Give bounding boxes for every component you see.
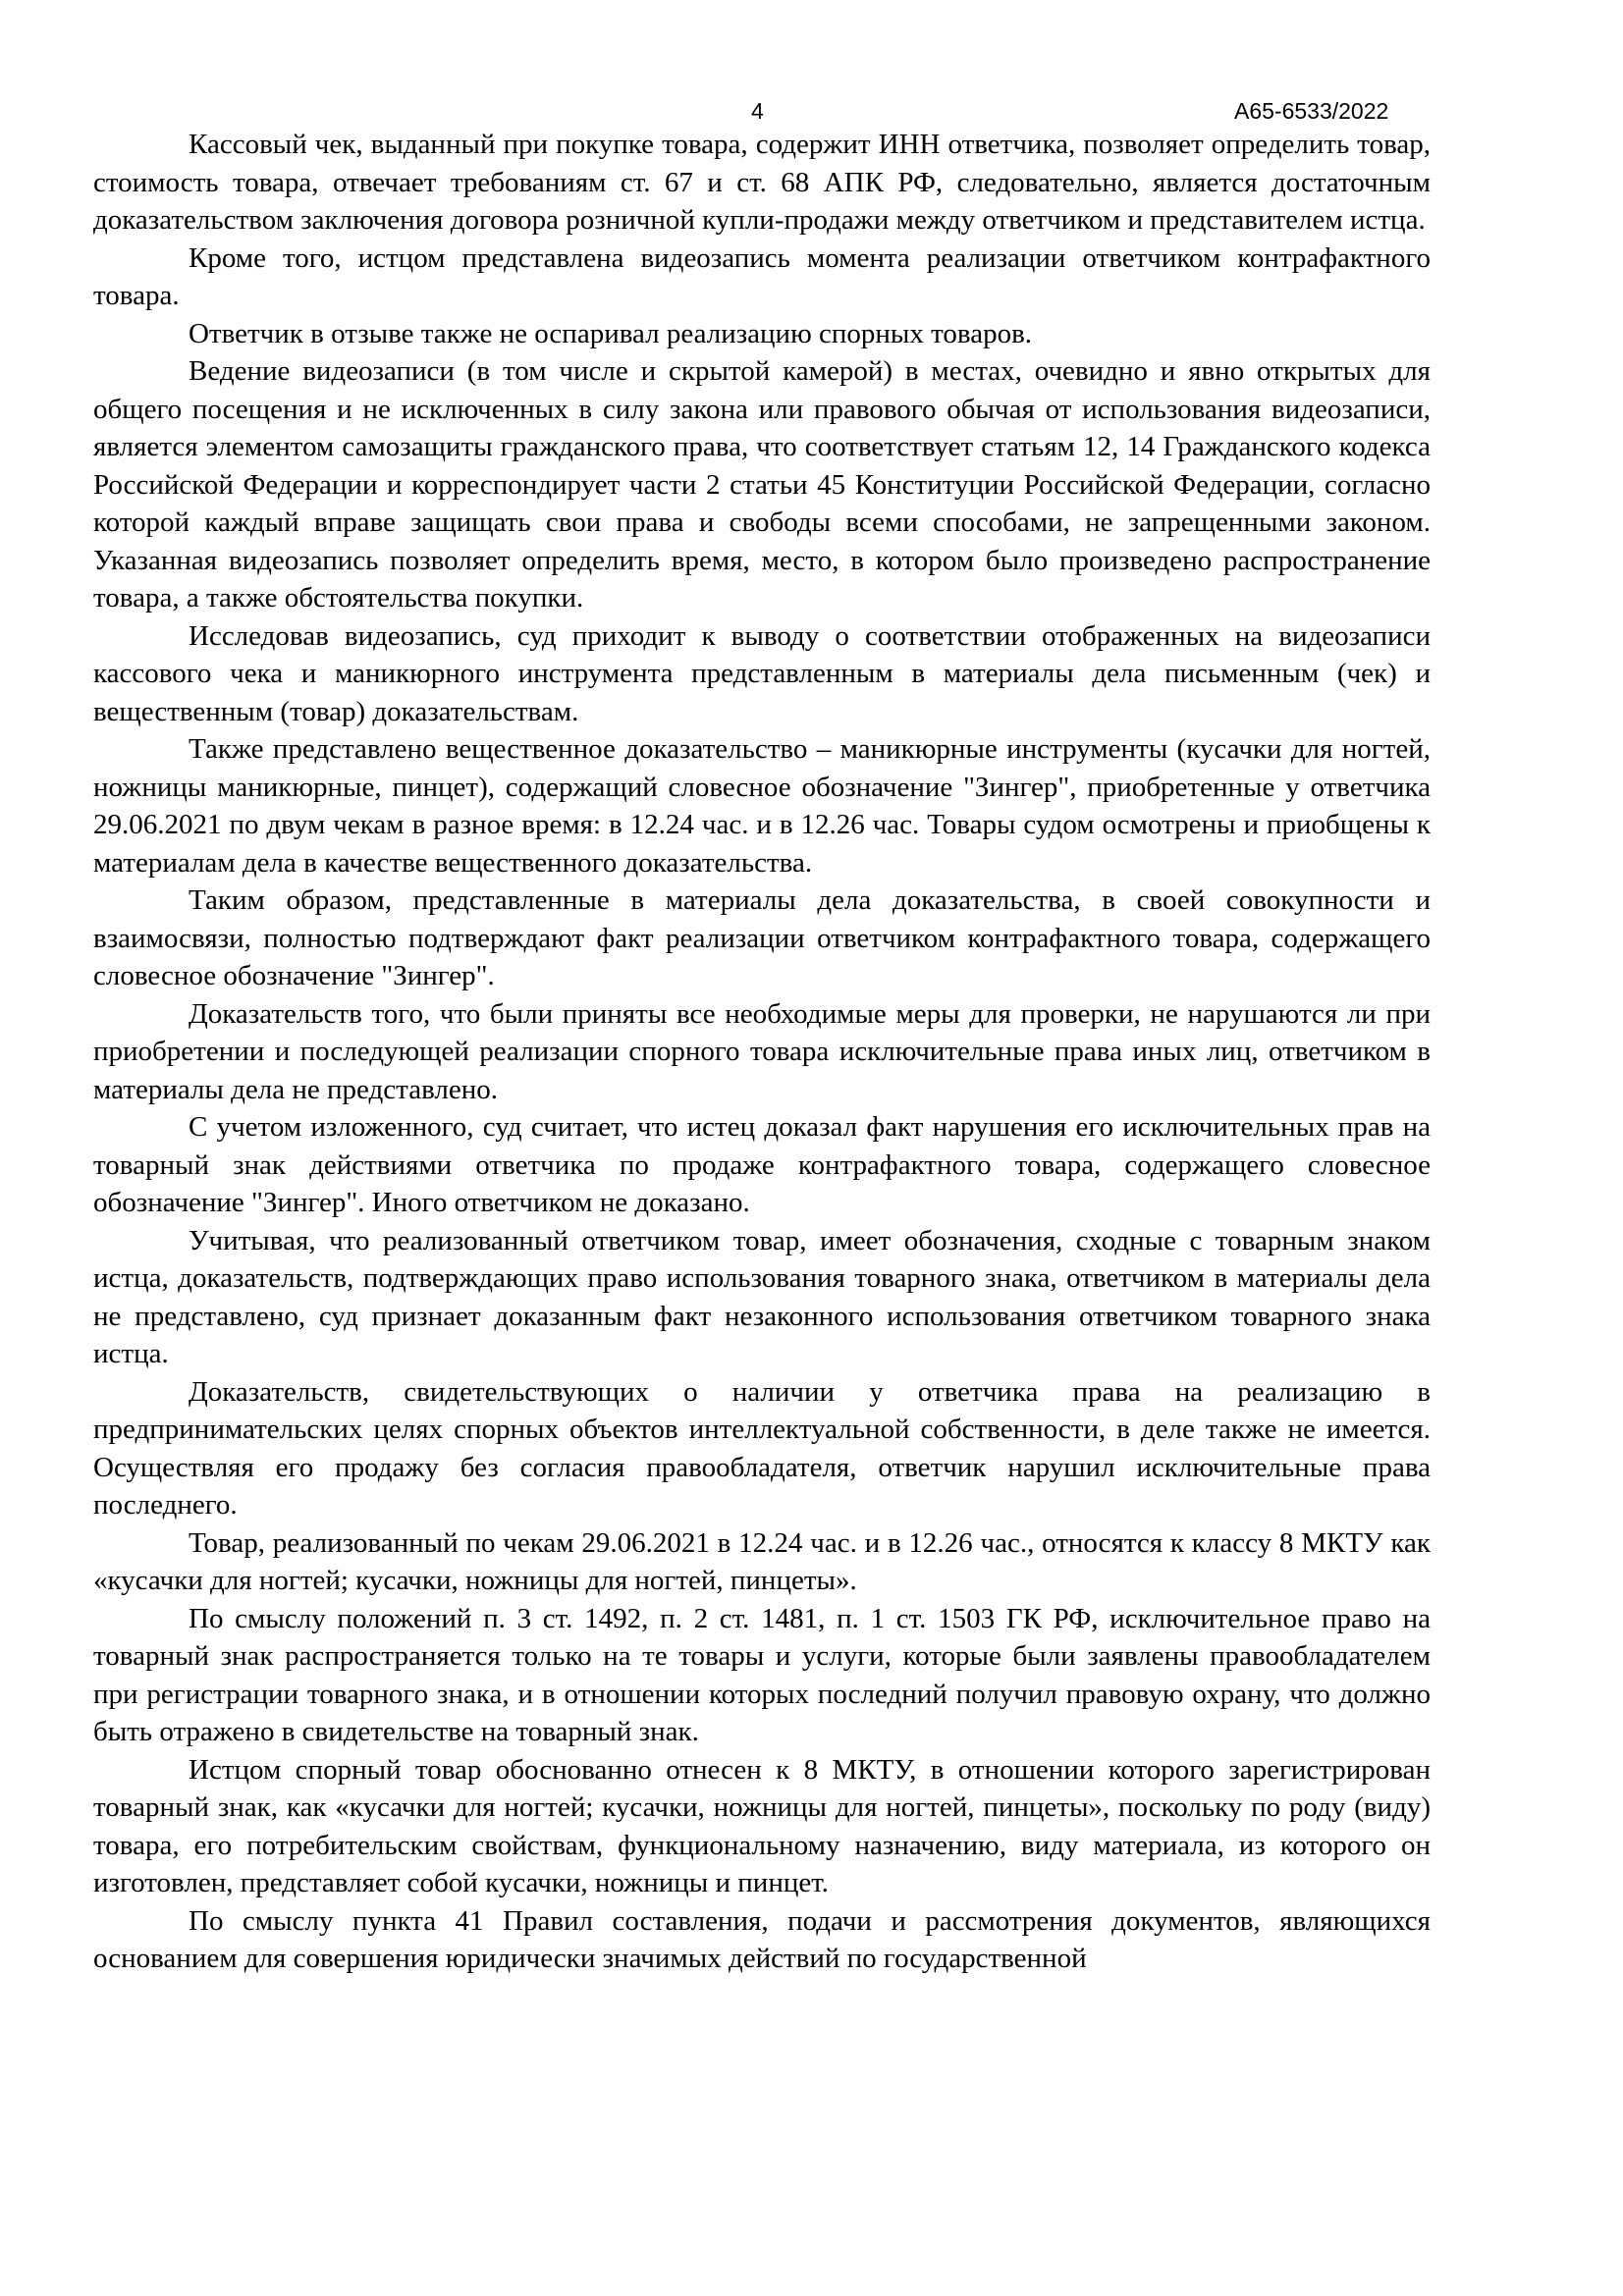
paragraph: Кроме того, истцом представлена видеозапись момента реализации ответчиком контрафактного товара.	[93, 241, 1431, 311]
paragraph: С учетом изложенного, суд считает, что истец доказал факт нарушения его исключительных прав на товарный знак действиями ответчика по продаже контрафактного товара, содержащего словесное обозначение "Зингер". Иного ответчиком не доказано.	[93, 1111, 1431, 1218]
paragraph: Таким образом, представленные в материалы дела доказательства, в своей совокупности и взаимосвязи, полностью подтверждают факт реализации ответчиком контрафактного товара, содержащего словесное обозначение "Зингер".	[93, 884, 1431, 991]
page-number: 4	[751, 98, 764, 124]
case-number: А65-6533/2022	[1234, 98, 1389, 124]
paragraph: Также представлено вещественное доказательство – маникюрные инструменты (кусачки для ногтей, ножницы маникюрные, пинцет), содержащий словесное обозначение "Зингер", приобретенные у ответчика 29.06.2021 по двум чекам в разное время: в 12.24 час. и в 12.26 час. Товары судом осмотрены и приобщены к материалам дела в качестве вещественного доказательства.	[93, 733, 1431, 879]
document-body	[93, 126, 1431, 1978]
paragraph: Товар, реализованный по чекам 29.06.2021 в 12.24 час. и в 12.26 час., относятся к классу 8 МКТУ как «кусачки для ногтей; кусачки, ножницы для ногтей, пинцеты».	[93, 1526, 1431, 1596]
paragraph: По смыслу положений п. 3 ст. 1492, п. 2 ст. 1481, п. 1 ст. 1503 ГК РФ, исключительное право на товарный знак распространяется только на те товары и услуги, которые были заявлены правообладателем при регистрации товарного знака, и в отношении которых последний получил правовую охрану, что должно быть отражено в свидетельстве на товарный знак.	[93, 1602, 1431, 1747]
paragraph: Доказательств того, что были приняты все необходимые меры для проверки, не нарушаются ли при приобретении и последующей реализации спорного товара исключительные права иных лиц, ответчиком в материалы дела не представлено.	[93, 997, 1431, 1105]
paragraph: Кассовый чек, выданный при покупке товара, содержит ИНН ответчика, позволяет определить товар, стоимость товара, отвечает требованиям ст. 67 и ст. 68 АПК РФ, следовательно, является достаточным доказательством заключения договора розничной купли-продажи между ответчиком и представителем истца.	[93, 129, 1431, 236]
paragraph: Ведение видеозаписи (в том числе и скрытой камерой) в местах, очевидно и явно открытых для общего посещения и не исключенных в силу закона или правового обычая от использования видеозаписи, является элементом самозащиты гражданского права, что соответствует статьям 12, 14 Гражданского кодекса Российской Федерации и корреспондирует части 2 статьи 45 Конституции Российской Федерации, согласно которой каждый вправе защищать свои права и свободы всеми способами, не запрещенными законом. Указанная видеозапись позволяет определить время, место, в котором было произведено распространение товара, а также обстоятельства покупки.	[93, 355, 1431, 614]
paragraph: По смыслу пункта 41 Правил составления, подачи и рассмотрения документов, являющихся основанием для совершения юридически значимых действий по государственной	[93, 1904, 1431, 1974]
paragraph: Учитывая, что реализованный ответчиком товар, имеет обозначения, сходные с товарным знаком истца, доказательств, подтверждающих право использования товарного знака, ответчиком в материалы дела не представлено, суд признает доказанным факт незаконного использования ответчиком товарного знака истца.	[93, 1224, 1431, 1369]
paragraph: Доказательств, свидетельствующих о наличии у ответчика права на реализацию в предпринимательских целях спорных объектов интеллектуальной собственности, в деле также не имеется. Осуществляя его продажу без согласия правообладателя, ответчик нарушил исключительные права последнего.	[93, 1375, 1431, 1521]
paragraph: Ответчик в отзыве также не оспаривал реализацию спорных товаров.	[189, 317, 1033, 349]
paragraph: Исследовав видеозапись, суд приходит к выводу о соответствии отображенных на видеозаписи кассового чека и маникюрного инструмента представленным в материалы дела письменным (чек) и вещественным (товар) доказательствам.	[93, 619, 1431, 727]
paragraph: Истцом спорный товар обоснованно отнесен к 8 МКТУ, в отношении которого зарегистрирован товарный знак, как «кусачки для ногтей; кусачки, ножницы для ногтей, пинцеты», поскольку по роду (виду) товара, его потребительским свойствам, функциональному назначению, виду материала, из которого он изготовлен, представляет собой кусачки, ножницы и пинцет.	[93, 1753, 1431, 1898]
